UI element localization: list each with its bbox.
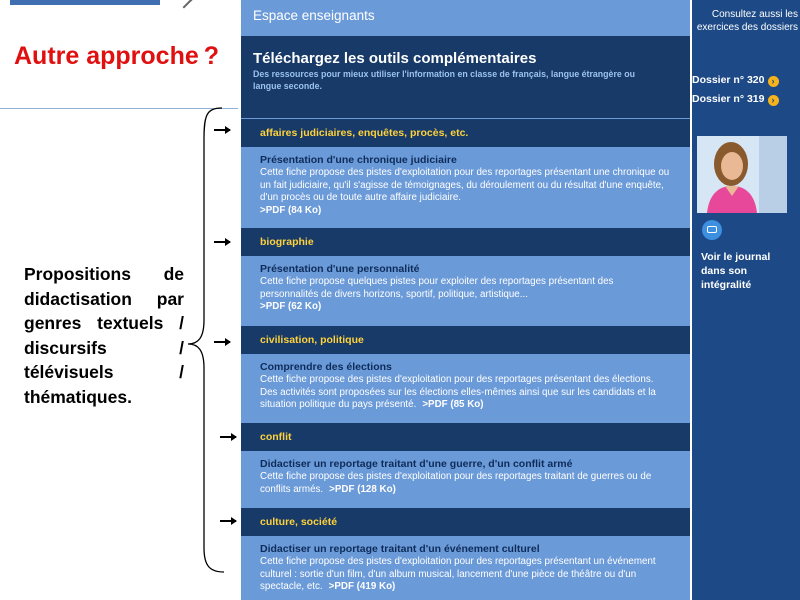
pdf-link[interactable]: >PDF (128 Ko) (329, 483, 396, 495)
panel-header[interactable]: Espace enseignants (241, 0, 690, 36)
entry-conflit-arme (241, 453, 690, 496)
chevron-right-icon: › (768, 95, 779, 106)
pdf-link[interactable]: >PDF (419 Ko) (328, 581, 396, 593)
dossier-label: Dossier n° 319 (692, 93, 765, 105)
entry-elections (241, 356, 690, 412)
entry-description (260, 374, 670, 412)
category-culture: culture, société (241, 508, 690, 536)
entry-description: Cette fiche propose quelques pistes pour exploiter des reportages présentant des personnalités de divers horizons, sportif, politique, artistique... (260, 276, 614, 300)
dossier-link-320[interactable] (692, 74, 800, 87)
consult-text: Consultez aussi les exercices des dossiers (696, 9, 798, 33)
entry-title[interactable]: Présentation d'une personnalité (260, 263, 420, 275)
chevron-right-icon: › (768, 76, 779, 87)
category-civilisation: civilisation, politique (241, 326, 690, 354)
slide-description: Propositions de didactisation par genres textuels / discursifs / télévisuels / thématiques. (24, 264, 184, 407)
entry-title[interactable]: Comprendre des élections (260, 361, 392, 373)
voir-journal-link[interactable]: Voir le journal dans son intégralité (701, 251, 771, 291)
category-conflit: conflit (241, 423, 690, 451)
dossier-label: Dossier n° 320 (692, 74, 765, 86)
entry-description-text: Cette fiche propose des pistes d'exploitation pour des reportages présentant un événement culturel : sortie d'un film, d'un album musical, lancement d'une pièce de théâtre ou d'un spectacle, etc. (260, 556, 656, 593)
pdf-link[interactable]: >PDF (84 Ko) (260, 204, 322, 216)
hero-title: Téléchargez les outils complémentaires (253, 50, 537, 67)
entry-title[interactable]: Présentation d'une chronique judiciaire (260, 154, 457, 166)
entry-personnalite (241, 258, 690, 314)
entry-title[interactable]: Didactiser un reportage traitant d'une guerre, d'un conflit armé (260, 458, 573, 470)
hero-subtitle: Des ressources pour mieux utiliser l'information en classe de français, langue étrangère ou langue seconde. (253, 69, 635, 91)
tv-icon[interactable] (702, 220, 722, 240)
presenter-photo[interactable] (697, 136, 787, 213)
arrow-right-icon (220, 520, 236, 522)
pdf-link[interactable]: >PDF (62 Ko) (260, 301, 322, 313)
entry-description (260, 556, 670, 594)
dossier-link-319[interactable] (692, 93, 800, 106)
entry-description-text: Cette fiche propose des pistes d'exploitation pour des reportages traitant de guerres ou de conflits armés. (260, 471, 652, 495)
entry-evenement-culturel (241, 538, 690, 594)
entry-description-text: Cette fiche propose des pistes d'exploitation pour des reportages présentant des élections. Des activités sont proposées sur les élections elles-mêmes ainsi que sur les candidats et la situation politique du pays présenté. (260, 374, 656, 411)
pdf-link[interactable]: >PDF (85 Ko) (422, 399, 484, 411)
entry-title[interactable]: Didactiser un reportage traitant d'un événement culturel (260, 543, 540, 555)
entry-description (260, 471, 670, 496)
hero-banner (241, 36, 690, 118)
entry-description: Cette fiche propose des pistes d'exploitation pour des reportages présentant une chronique ou un fait judiciaire, qu'il s'agisse de témoignages, du déroulement ou du résultat d'une enquête, d'un procès ou de toute autre affaire judiciaire. (260, 167, 670, 204)
curly-brace-icon (0, 0, 240, 600)
entry-chronique-judiciaire (241, 149, 690, 217)
category-judiciaire: affaires judiciaires, enquêtes, procès, etc. (241, 119, 690, 147)
slide-title: Autre approche ? (14, 42, 220, 70)
arrow-right-icon (214, 129, 230, 131)
arrow-right-icon (220, 436, 236, 438)
sidebar (692, 0, 800, 600)
resources-panel (241, 0, 690, 600)
category-biographie: biographie (241, 228, 690, 256)
arrow-right-icon (214, 341, 230, 343)
arrow-right-icon (214, 241, 230, 243)
